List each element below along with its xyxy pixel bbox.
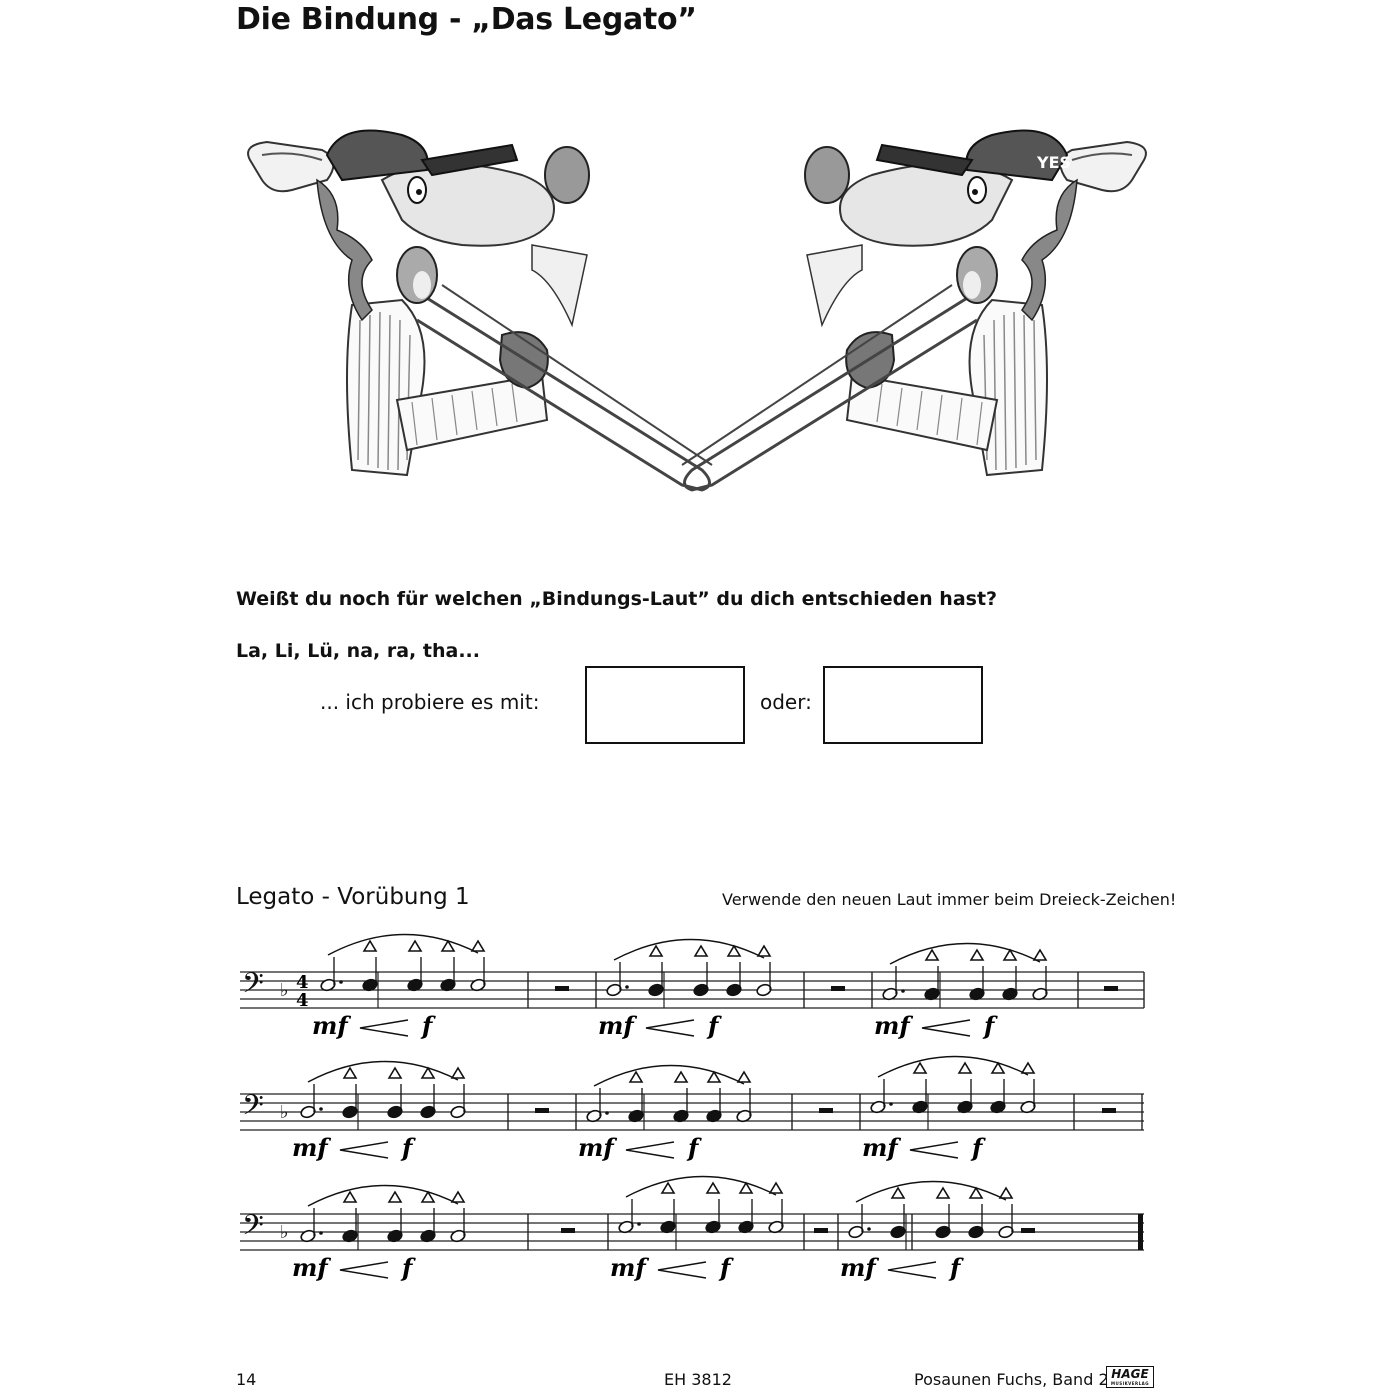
page-number: 14 — [236, 1370, 257, 1389]
time-signature-bottom: 4 — [296, 990, 309, 1011]
crescendo-hairpin — [888, 1262, 936, 1278]
whole-rest — [561, 1228, 575, 1233]
crescendo-hairpin — [626, 1142, 674, 1158]
dot — [901, 989, 905, 993]
whole-rest — [819, 1108, 833, 1113]
triangle-marker — [1000, 1188, 1012, 1198]
music-score — [232, 930, 1152, 1310]
dot — [625, 985, 629, 989]
whole-rest — [535, 1108, 549, 1113]
bass-clef: 𝄢 — [242, 967, 264, 1007]
triangle-marker — [695, 946, 707, 956]
triangle-marker — [452, 1192, 464, 1202]
whole-rest — [814, 1228, 828, 1233]
triangle-marker — [452, 1068, 464, 1078]
dynamic-mf: mf — [578, 1133, 614, 1162]
triangle-marker — [389, 1068, 401, 1078]
triangle-marker — [344, 1068, 356, 1078]
whole-rest — [1021, 1228, 1035, 1233]
dynamic-f: f — [950, 1253, 961, 1282]
or-label: oder: — [760, 690, 812, 714]
dynamic-mf: mf — [598, 1011, 634, 1040]
dynamic-f: f — [720, 1253, 731, 1282]
whole-rest — [555, 986, 569, 991]
answer-box-1[interactable] — [585, 666, 745, 744]
slur — [594, 1065, 744, 1086]
crescendo-hairpin — [360, 1020, 408, 1036]
dynamic-mf: mf — [610, 1253, 646, 1282]
triangle-marker — [914, 1063, 926, 1073]
whole-rest — [831, 986, 845, 991]
triangle-marker — [707, 1183, 719, 1193]
dot — [605, 1111, 609, 1115]
slur — [878, 1056, 1028, 1077]
svg-text:YES: YES — [1037, 153, 1072, 172]
exercise-hint: Verwende den neuen Laut immer beim Dreieck-Zeichen! — [722, 890, 1177, 909]
bass-clef: 𝄢 — [242, 1089, 264, 1129]
crescendo-hairpin — [340, 1262, 388, 1278]
dot — [319, 1231, 323, 1235]
triangle-marker — [344, 1192, 356, 1202]
book-title: Posaunen Fuchs, Band 2 — [914, 1370, 1109, 1389]
triangle-marker — [1034, 950, 1046, 960]
crescendo-hairpin — [922, 1020, 970, 1036]
slur — [626, 1176, 776, 1197]
try-label: ... ich probiere es mit: — [320, 690, 540, 714]
flat-sign: ♭ — [280, 1222, 289, 1243]
slur — [308, 1185, 458, 1206]
dot — [867, 1227, 871, 1231]
triangle-marker — [389, 1192, 401, 1202]
triangle-marker — [630, 1072, 642, 1082]
dynamic-mf: mf — [840, 1253, 876, 1282]
slur — [890, 943, 1040, 964]
dot — [889, 1102, 893, 1106]
slur — [614, 939, 764, 960]
publisher-logo: HAGE MUSIKVERLAG — [1106, 1366, 1154, 1388]
fox-trombone-illustration — [232, 120, 1162, 500]
dynamic-mf: mf — [312, 1011, 348, 1040]
slur — [308, 1061, 458, 1082]
dynamic-f: f — [688, 1133, 699, 1162]
dynamic-mf: mf — [874, 1011, 910, 1040]
dynamic-f: f — [708, 1011, 719, 1040]
triangle-marker — [770, 1183, 782, 1193]
edition-code: EH 3812 — [664, 1370, 732, 1389]
dynamic-mf: mf — [292, 1133, 328, 1162]
slur — [856, 1181, 1006, 1202]
bass-clef: 𝄢 — [242, 1209, 264, 1249]
dot — [319, 1107, 323, 1111]
whole-rest — [1104, 986, 1118, 991]
crescendo-hairpin — [658, 1262, 706, 1278]
triangle-marker — [1022, 1063, 1034, 1073]
answer-box-2[interactable] — [823, 666, 983, 744]
dynamic-f: f — [402, 1253, 413, 1282]
whole-rest — [1102, 1108, 1116, 1113]
crescendo-hairpin — [340, 1142, 388, 1158]
dynamic-mf: mf — [292, 1253, 328, 1282]
dynamic-f: f — [402, 1133, 413, 1162]
triangle-marker — [892, 1188, 904, 1198]
flat-sign: ♭ — [280, 1102, 289, 1123]
dynamic-f: f — [984, 1011, 995, 1040]
crescendo-hairpin — [910, 1142, 958, 1158]
triangle-marker — [650, 946, 662, 956]
triangle-marker — [738, 1072, 750, 1082]
dot — [339, 980, 343, 984]
dot — [637, 1222, 641, 1226]
exercise-title: Legato - Vorübung 1 — [236, 884, 470, 910]
final-bar — [1138, 1214, 1143, 1250]
triangle-marker — [675, 1072, 687, 1082]
dynamic-mf: mf — [862, 1133, 898, 1162]
question-text: Weißt du noch für welchen „Bindungs-Laut” du dich entschieden hast? — [236, 588, 998, 610]
syllables-text: La, Li, Lü, na, ra, tha... — [236, 640, 480, 662]
triangle-marker — [662, 1183, 674, 1193]
page-title: Die Bindung - „Das Legato” — [236, 2, 697, 37]
triangle-marker — [971, 950, 983, 960]
dynamic-f: f — [972, 1133, 983, 1162]
slur — [328, 934, 478, 955]
triangle-marker — [472, 941, 484, 951]
triangle-marker — [364, 941, 376, 951]
time-signature-top: 4 — [296, 972, 309, 993]
crescendo-hairpin — [646, 1020, 694, 1036]
flat-sign: ♭ — [280, 980, 289, 1001]
triangle-marker — [758, 946, 770, 956]
triangle-marker — [926, 950, 938, 960]
dynamic-f: f — [422, 1011, 433, 1040]
triangle-marker — [937, 1188, 949, 1198]
triangle-marker — [959, 1063, 971, 1073]
triangle-marker — [409, 941, 421, 951]
